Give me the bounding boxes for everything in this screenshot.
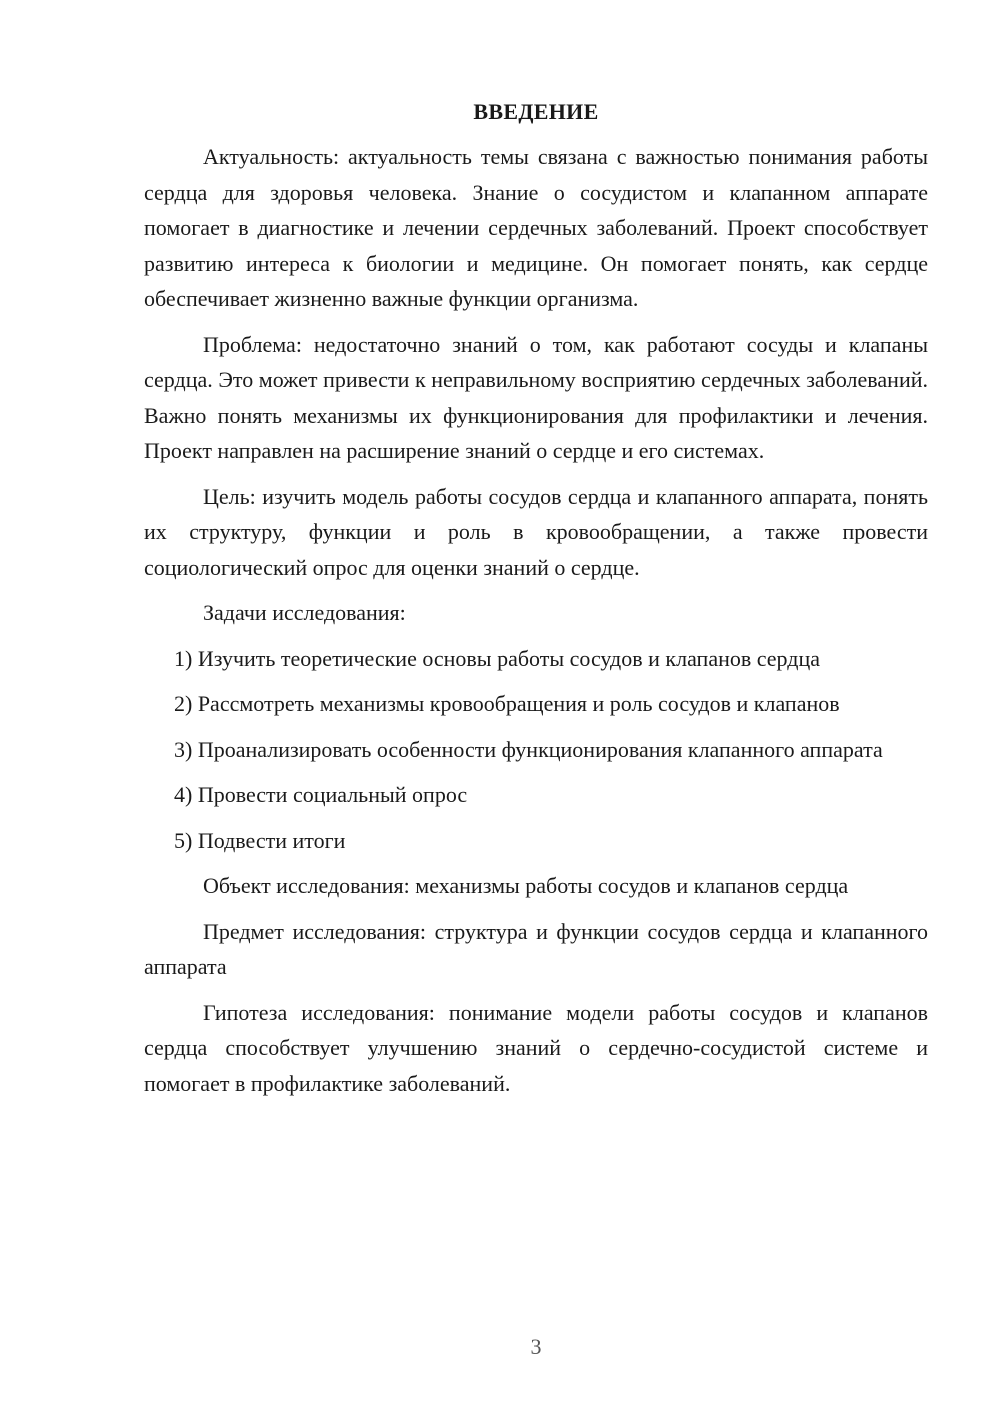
paragraph-tasks-title: Задачи исследования: (203, 600, 406, 625)
section-heading: ВВЕДЕНИЕ (473, 99, 599, 124)
paragraph-hypothesis: Гипотеза исследования: понимание модели работы сосудов и клапанов сердца способствует улучшению знаний о сердечно-сосудистой системе и помогает в профилактике заболеваний. (144, 999, 928, 1096)
page-number: 3 (530, 1334, 542, 1359)
task-item-3: 3) Проанализировать особенности функционирования клапанного аппарата (174, 736, 883, 762)
paragraph-subject: Предмет исследования: структура и функции сосудов сердца и клапанного аппарата (144, 918, 928, 979)
task-item-2: 2) Рассмотреть механизмы кровообращения и роль сосудов и клапанов (174, 691, 840, 716)
task-item-1: 1) Изучить теоретические основы работы сосудов и клапанов сердца (174, 645, 820, 671)
task-item-4: 4) Провести социальный опрос (174, 782, 468, 807)
task-item-5: 5) Подвести итоги (174, 827, 346, 853)
page-content (144, 94, 928, 1111)
paragraph-object: Объект исследования: механизмы работы сосудов и клапанов сердца (203, 873, 849, 898)
paragraph-relevance: Актуальность: актуальность темы связана с важностью понимания работы сердца для здоровья человека. Знание о сосудистом и клапанном аппарате помогает в диагностике и лечении сердечных заболеваний. Проект способствует развитию интереса к биологии и медицине. Он помогает понять, как сердце обеспечивает жизненно важные функции организма. (144, 144, 928, 311)
paragraph-problem: Проблема: недостаточно знаний о том, как работают сосуды и клапаны сердца. Это может привести к неправильному восприятию сердечных заболеваний. Важно понять механизмы их функционирования для профилактики и лечения. Проект направлен на расширение знаний о сердце и его системах. (144, 331, 928, 463)
paragraph-goal: Цель: изучить модель работы сосудов сердца и клапанного аппарата, понять их структуру, функции и роль в кровообращении, а также провести социологический опрос для оценки знаний о сердце. (144, 483, 928, 580)
